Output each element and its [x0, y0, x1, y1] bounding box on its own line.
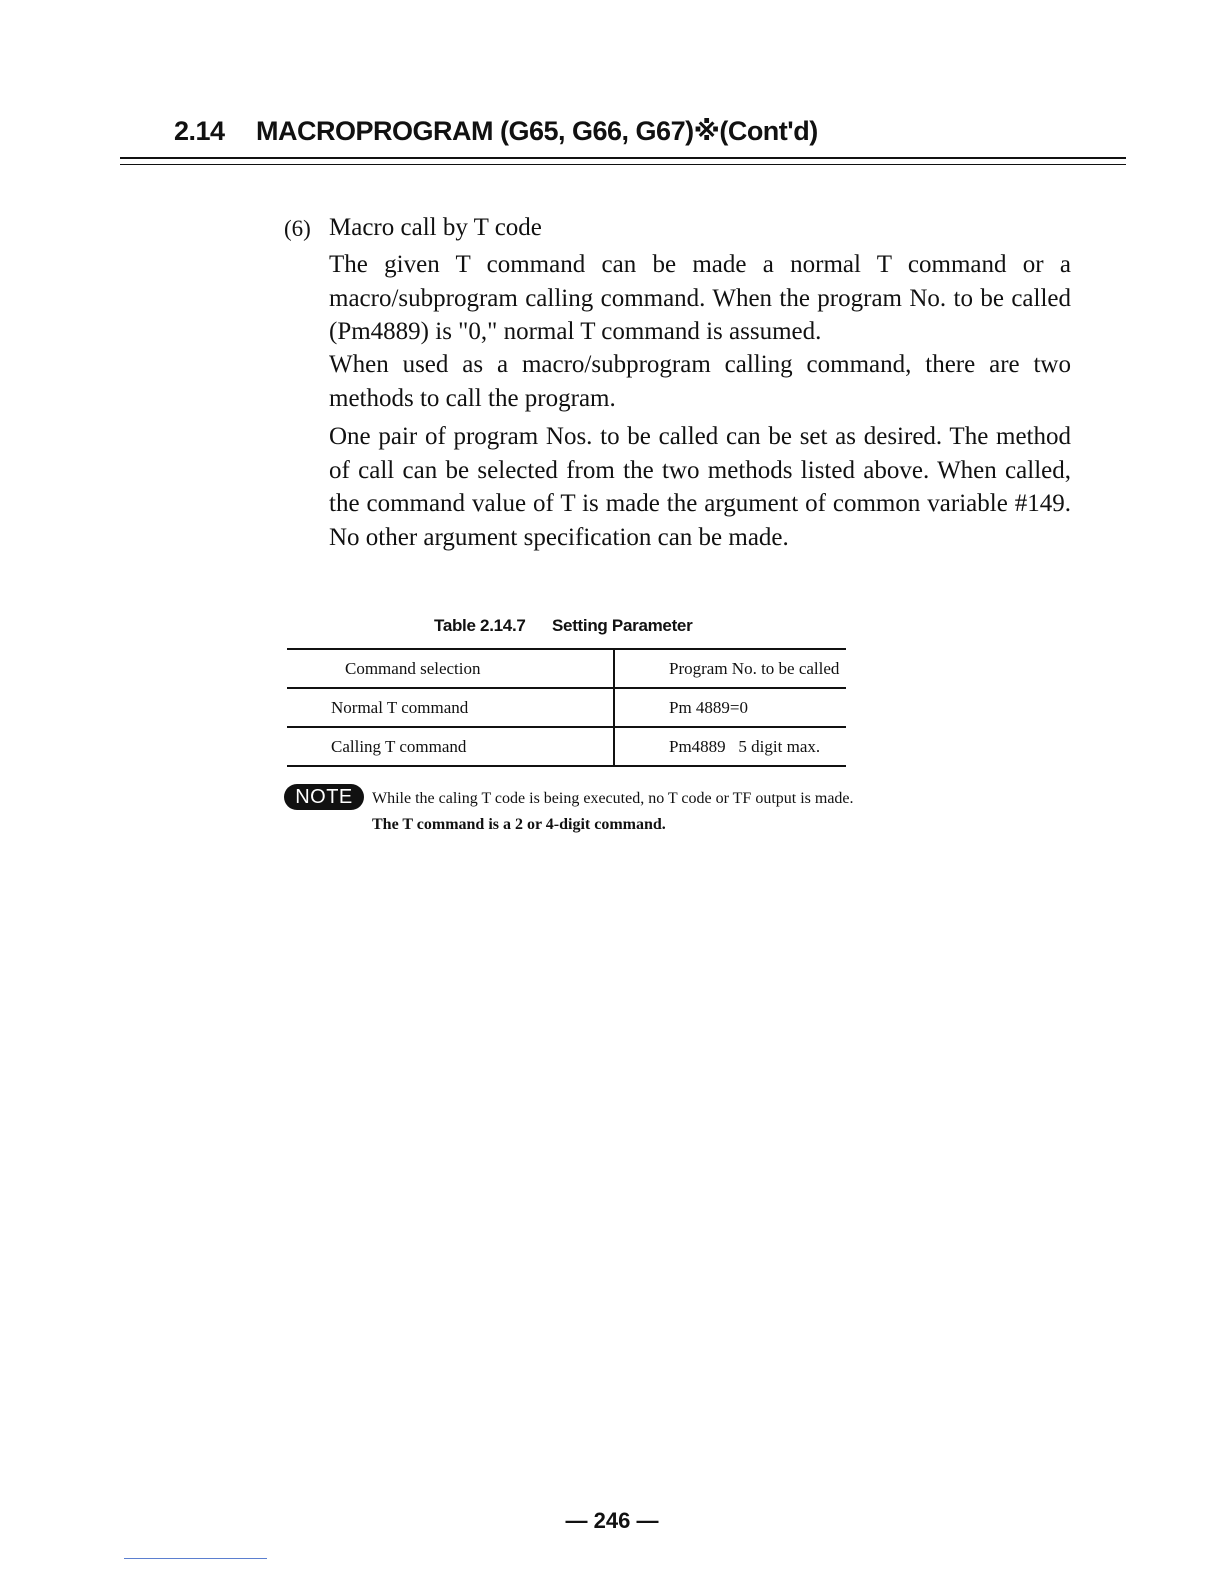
paragraph-2: When used as a macro/subprogram calling command, there are two methods to call the program.: [329, 351, 1071, 412]
heading-rule: [120, 157, 1126, 159]
table-cell: Calling T command: [287, 727, 614, 766]
table-caption-title: Setting Parameter: [552, 616, 693, 635]
section-title: MACROPROGRAM (G65, G66, G67)※(Cont'd): [256, 116, 818, 146]
table-cell: Pm4889 5 digit max.: [614, 727, 846, 766]
note-text: [372, 786, 854, 838]
note-line-2: The T command is a 2 or 4-digit command.: [372, 816, 666, 833]
table-caption: [434, 616, 692, 636]
paragraph-3: One pair of program Nos. to be called can be set as desired. The method of call can be selected from the two methods listed above. When called, the command value of T is made the argument of common variable #149. No other argument specification can be made.: [329, 423, 1071, 551]
footer-line: [124, 1558, 267, 1559]
note-badge: NOTE: [284, 784, 364, 810]
table-cell: Normal T command: [287, 688, 614, 727]
setting-parameter-table: [287, 648, 846, 767]
header-command-selection: Command selection: [287, 649, 614, 688]
table-row: [287, 727, 846, 766]
table-cell: Pm 4889=0: [614, 688, 846, 727]
header-program-no: Program No. to be called: [614, 649, 846, 688]
note-line-1: While the caling T code is being executed, no T code or TF output is made.: [372, 790, 854, 807]
table-row: [287, 688, 846, 727]
table-header-row: [287, 649, 846, 688]
heading-rule-thin: [120, 164, 1126, 165]
section-number: 2.14: [174, 116, 225, 146]
table-caption-number: Table 2.14.7: [434, 616, 526, 635]
paragraph-1: The given T command can be made a normal T command or a macro/subprogram calling command. When the program No. to be called (Pm4889) is "0," normal T command is assumed.: [329, 251, 1071, 345]
section-heading: [174, 116, 818, 147]
item-number: (6): [284, 216, 311, 241]
page-number: — 246 —: [565, 1508, 659, 1533]
item-title: Macro call by T code: [329, 214, 542, 241]
